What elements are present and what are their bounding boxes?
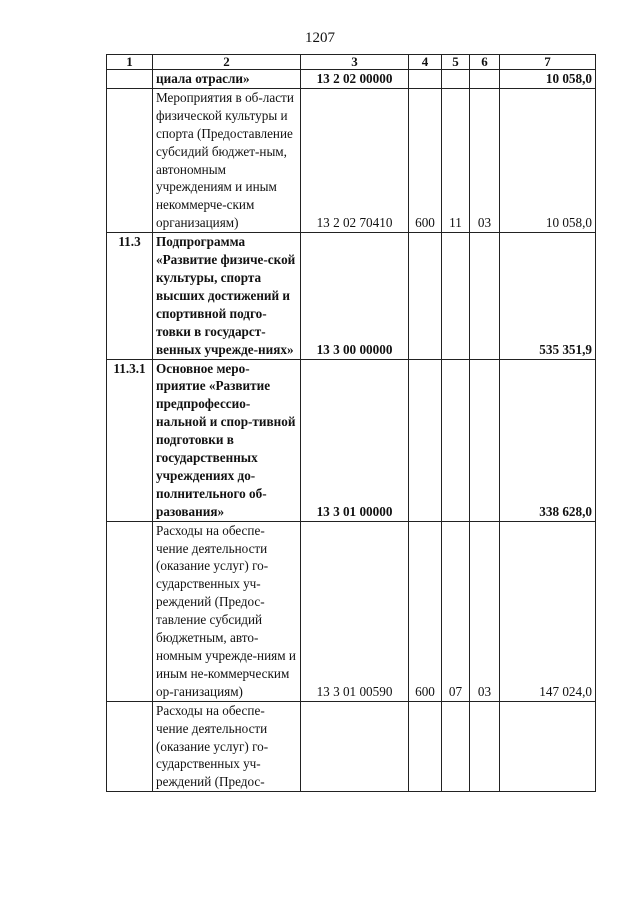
table-row [107,233,596,359]
table-row [107,359,596,521]
row-amount: 535 351,9 [500,233,596,359]
row-number [107,70,153,89]
row-col5 [442,359,470,521]
row-col5: 07 [442,521,470,701]
row-col4 [409,359,442,521]
row-amount: 147 024,0 [500,521,596,701]
row-name: Расходы на обеспе-чение деятельности (оказание услуг) го-сударственных уч-реждений (Предос-тавление субсидий бюджетным, авто-номным учрежде-ниям и иным не-коммерческим ор-ганизациям) [153,521,301,701]
row-col6: 03 [470,88,500,232]
column-header-5: 5 [442,55,470,70]
page-number: 1207 [305,30,335,46]
column-header-7: 7 [500,55,596,70]
row-code: 13 3 01 00000 [301,359,409,521]
row-code: 13 2 02 00000 [301,70,409,89]
row-col6 [470,359,500,521]
row-amount: 10 058,0 [500,88,596,232]
row-col6 [470,233,500,359]
row-number: 11.3.1 [107,359,153,521]
row-name: Подпрограмма «Развитие физиче-ской культуры, спорта высших достижений и спортивной подго-товки в государст-венных учрежде-ниях» [153,233,301,359]
row-col4: 600 [409,521,442,701]
row-name: Мероприятия в об-ласти физической культуры и спорта (Предоставление субсидий бюджет-ным, автономным учреждениям и иным некоммерче-ским организациям) [153,88,301,232]
row-col6: 03 [470,521,500,701]
row-col4 [409,701,442,792]
row-col4 [409,70,442,89]
column-header-1: 1 [107,55,153,70]
table-row [107,521,596,701]
column-header-6: 6 [470,55,500,70]
row-number [107,701,153,792]
row-number: 11.3 [107,233,153,359]
table-header-row [107,55,596,70]
row-name: циала отрасли» [153,70,301,89]
column-header-3: 3 [301,55,409,70]
row-name: Расходы на обеспе-чение деятельности (оказание услуг) го-сударственных уч-реждений (Предос- [153,701,301,792]
table-row [107,70,596,89]
row-col4 [409,233,442,359]
row-amount: 10 058,0 [500,70,596,89]
row-number [107,88,153,232]
row-code: 13 3 01 00590 [301,521,409,701]
row-code: 13 2 02 70410 [301,88,409,232]
row-number [107,521,153,701]
row-col5 [442,701,470,792]
row-col6 [470,70,500,89]
row-col4: 600 [409,88,442,232]
row-code [301,701,409,792]
row-col5 [442,70,470,89]
budget-table [106,54,596,792]
table-row [107,701,596,792]
row-amount: 338 628,0 [500,359,596,521]
row-col6 [470,701,500,792]
row-col5 [442,233,470,359]
row-name: Основное меро-приятие «Развитие предпрофессио-нальной и спор-тивной подготовки в государственных учреждениях до-полнительного об-разования» [153,359,301,521]
column-header-2: 2 [153,55,301,70]
row-code: 13 3 00 00000 [301,233,409,359]
column-header-4: 4 [409,55,442,70]
row-amount [500,701,596,792]
table-row [107,88,596,232]
row-col5: 11 [442,88,470,232]
